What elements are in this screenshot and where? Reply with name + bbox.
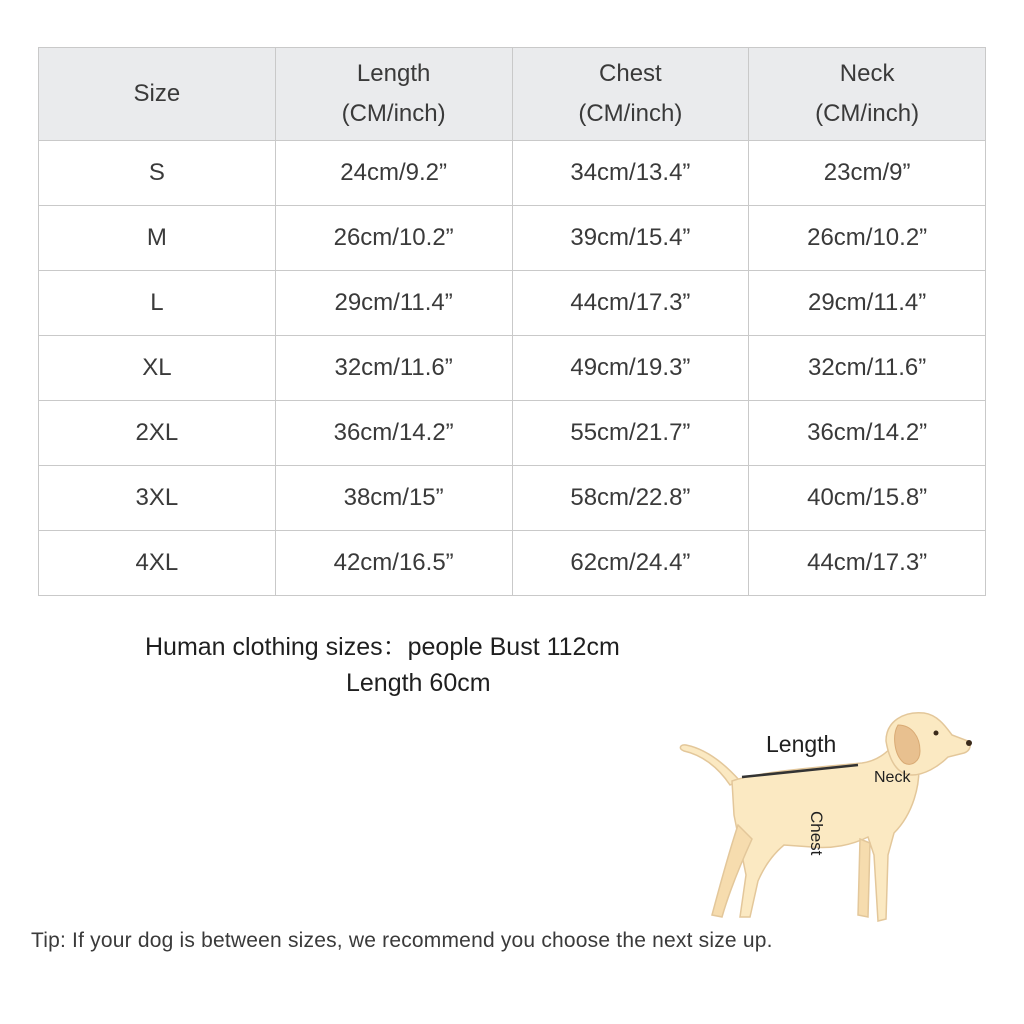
cell-neck: 23cm/9” bbox=[749, 141, 986, 206]
cell-length: 36cm/14.2” bbox=[275, 401, 512, 466]
header-chest-label: Chest bbox=[599, 60, 662, 87]
dog-measurement-diagram bbox=[672, 705, 982, 935]
cell-chest: 39cm/15.4” bbox=[512, 206, 749, 271]
cell-chest: 62cm/24.4” bbox=[512, 531, 749, 596]
dog-tail bbox=[680, 745, 740, 785]
cell-neck: 36cm/14.2” bbox=[749, 401, 986, 466]
header-length-unit: (CM/inch) bbox=[341, 100, 446, 127]
cell-length: 29cm/11.4” bbox=[275, 271, 512, 336]
length-label: Length bbox=[766, 731, 837, 757]
human-size-note-line2: Length 60cm bbox=[346, 669, 491, 697]
cell-chest: 55cm/21.7” bbox=[512, 401, 749, 466]
cell-chest: 34cm/13.4” bbox=[512, 141, 749, 206]
cell-size: 2XL bbox=[39, 401, 276, 466]
header-chest bbox=[512, 48, 749, 141]
table-row bbox=[39, 206, 986, 271]
header-chest-unit: (CM/inch) bbox=[578, 100, 683, 127]
table-row bbox=[39, 531, 986, 596]
cell-size: S bbox=[39, 141, 276, 206]
dog-eye bbox=[934, 731, 939, 736]
size-table-header bbox=[39, 48, 986, 141]
human-size-note bbox=[145, 629, 620, 701]
cell-neck: 40cm/15.8” bbox=[749, 466, 986, 531]
cell-neck: 26cm/10.2” bbox=[749, 206, 986, 271]
cell-neck: 29cm/11.4” bbox=[749, 271, 986, 336]
header-size-label: Size bbox=[133, 80, 181, 107]
header-neck-unit: (CM/inch) bbox=[815, 100, 920, 127]
header-row bbox=[39, 48, 986, 141]
table-row bbox=[39, 271, 986, 336]
header-length-label: Length bbox=[356, 60, 431, 87]
cell-size: XL bbox=[39, 336, 276, 401]
chest-label: Chest bbox=[807, 811, 826, 856]
header-neck bbox=[749, 48, 986, 141]
cell-length: 38cm/15” bbox=[275, 466, 512, 531]
cell-size: M bbox=[39, 206, 276, 271]
dog-front-leg bbox=[858, 839, 870, 917]
cell-size: 4XL bbox=[39, 531, 276, 596]
cell-size: 3XL bbox=[39, 466, 276, 531]
size-table bbox=[38, 47, 986, 596]
table-row bbox=[39, 336, 986, 401]
cell-chest: 58cm/22.8” bbox=[512, 466, 749, 531]
cell-length: 32cm/11.6” bbox=[275, 336, 512, 401]
table-row bbox=[39, 141, 986, 206]
cell-length: 24cm/9.2” bbox=[275, 141, 512, 206]
human-size-note-line1: Human clothing sizes：people Bust 112cm bbox=[145, 633, 620, 661]
cell-length: 42cm/16.5” bbox=[275, 531, 512, 596]
cell-neck: 32cm/11.6” bbox=[749, 336, 986, 401]
cell-chest: 49cm/19.3” bbox=[512, 336, 749, 401]
cell-length: 26cm/10.2” bbox=[275, 206, 512, 271]
dog-nose bbox=[966, 740, 972, 746]
header-size bbox=[39, 48, 276, 141]
cell-neck: 44cm/17.3” bbox=[749, 531, 986, 596]
cell-size: L bbox=[39, 271, 276, 336]
sizing-tip: Tip: If your dog is between sizes, we recommend you choose the next size up. bbox=[31, 929, 773, 952]
neck-label: Neck bbox=[874, 769, 911, 786]
header-neck-label: Neck bbox=[839, 60, 895, 87]
size-table-body bbox=[39, 141, 986, 596]
table-row bbox=[39, 466, 986, 531]
header-length bbox=[275, 48, 512, 141]
table-row bbox=[39, 401, 986, 466]
cell-chest: 44cm/17.3” bbox=[512, 271, 749, 336]
